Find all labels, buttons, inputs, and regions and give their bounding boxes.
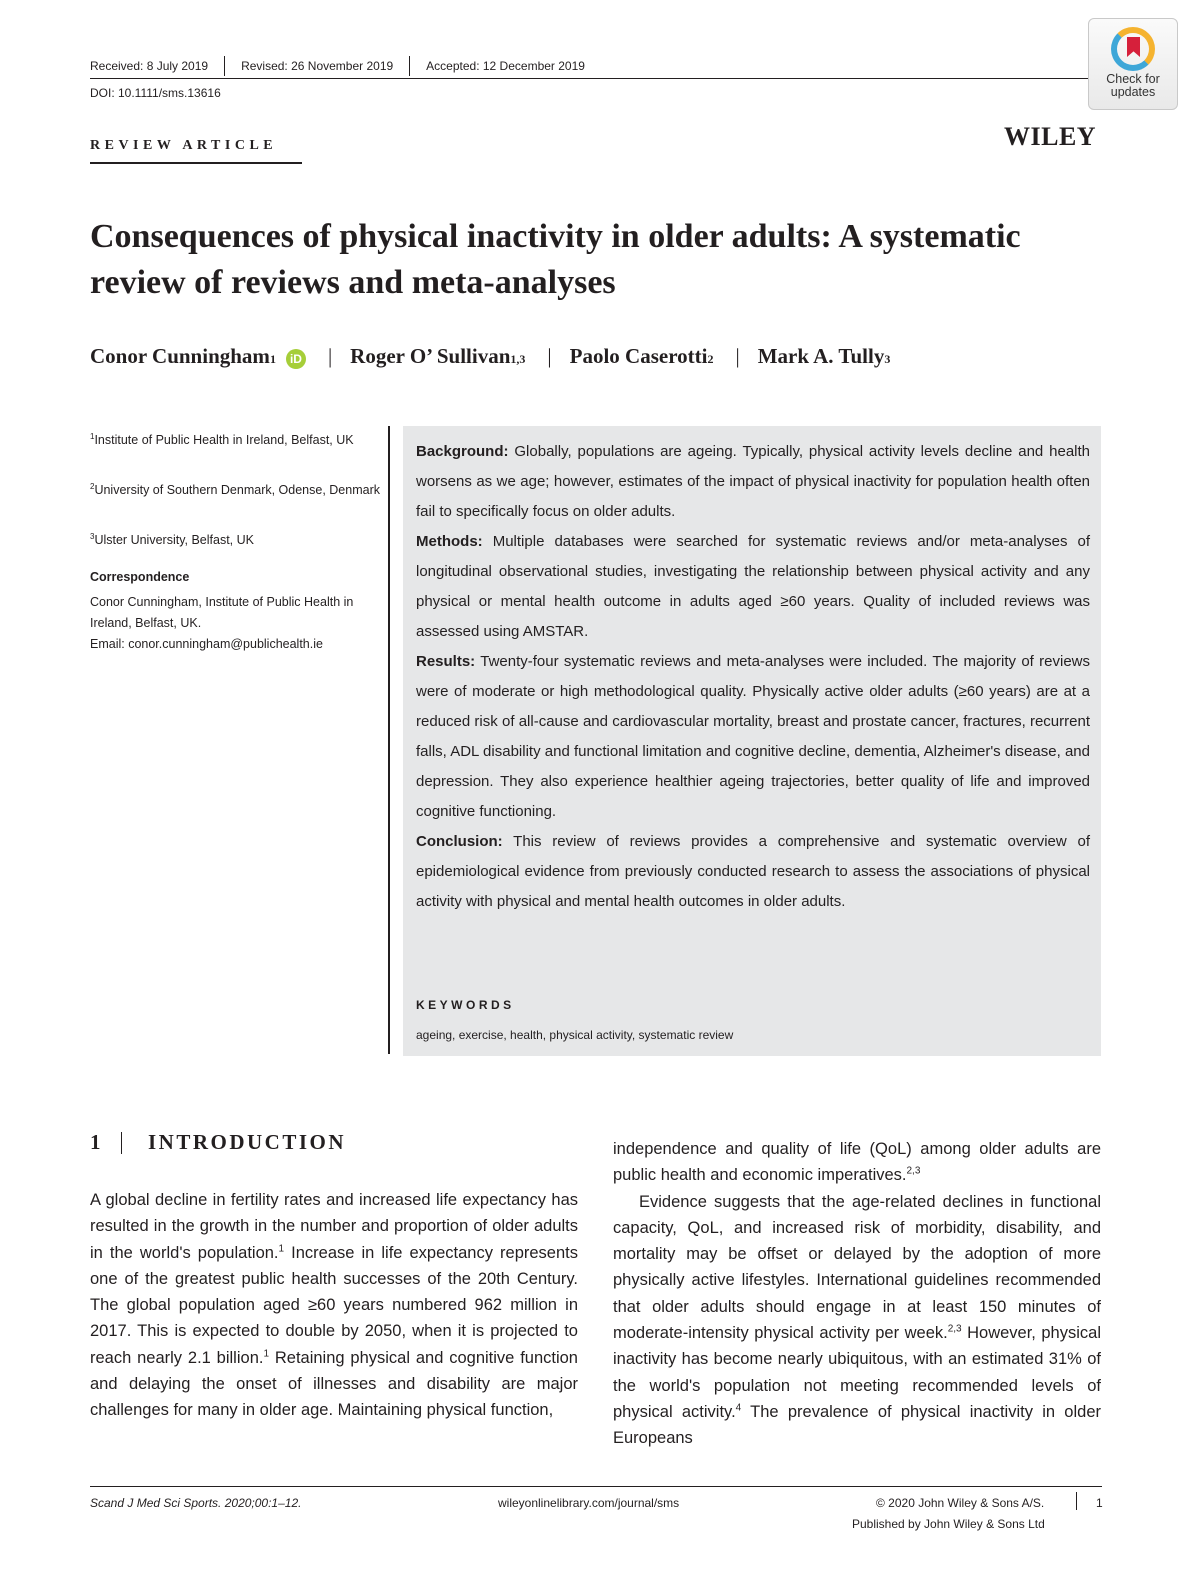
abstract-conclusion: Conclusion: This review of reviews provides a comprehensive and systematic overview of epidemiological evidence from previously conducted research to assess the associations of physical activity with physical and mental health outcomes in older adults.: [416, 833, 1090, 910]
citation-ref[interactable]: 4: [735, 1402, 742, 1414]
received-date: Received: 8 July 2019: [90, 59, 209, 73]
abstract-text: [416, 437, 1090, 917]
check-updates-label-2: updates: [1110, 85, 1156, 99]
orcid-icon[interactable]: iD: [286, 349, 306, 369]
intro-paragraph: Evidence suggests that the age-related declines in functional capacity, QoL, and increased risk of morbidity, disability, and mortality may be offset or delayed by the adoption of more physically active lifestyles. International guidelines recommended that older adults should engage in at least 150 minutes of moderate-intensity physical activity per week.$^{2,3}$ However, physical inactivity has become nearly ubiquitous, with an estimated 31% of the world's population not meeting recommended levels of physical activity.$^4$ The prevalence of physical inactivity in older Europeans: [613, 1192, 1101, 1448]
doi: DOI: 10.1111/sms.13616: [90, 86, 221, 100]
author-list: [90, 344, 890, 369]
correspondence-heading: Correspondence: [90, 570, 190, 584]
author-affiliation-marker: 3: [884, 352, 891, 366]
intro-paragraph: A global decline in fertility rates and increased life expectancy has resulted in the growth in the number and proportion of older adults in the world's population.$^1$ Increase in life expectancy represents one of the greatest public health successes of the 20th Century. The global population aged ≥60 years numbered 962 million in 2017. This is expected to double by 2050, when it is projected to reach nearly 2.1 billion.$^1$ Retaining physical and cognitive function and delaying the onset of illnesses and disability are major challenges for many in older age. Maintaining physical function,: [90, 1191, 578, 1420]
author-name[interactable]: Mark A. Tully: [757, 344, 885, 368]
copyright: © 2020 John Wiley & Sons A/S.: [876, 1496, 1045, 1510]
section-title: INTRODUCTION: [148, 1130, 347, 1154]
check-for-updates-button[interactable]: [1088, 18, 1178, 110]
citation-ref[interactable]: 2,3: [947, 1323, 962, 1335]
footer-separator: [1076, 1492, 1077, 1510]
article-type: REVIEW ARTICLE: [90, 138, 278, 153]
correspondence-details: [90, 592, 380, 655]
abstract-methods: Methods: Multiple databases were searched for systematic reviews and/or meta-analyses of longitudinal observational studies, investigating the relationship between physical activity and any physical or mental health outcome in adults aged ≥60 years. Quality of included reviews was assessed using AMSTAR.: [416, 533, 1090, 640]
abstract-results: Results: Twenty-four systematic reviews and meta-analyses were included. The majority of reviews were of moderate or high methodological quality. Physically active older adults (≥60 years) are at a reduced risk of all-cause and cardiovascular mortality, breast and prostate cancer, fractures, recurrent falls, ADL disability and functional limitation and cognitive decline, dementia, Alzheimer's disease, and depression. They also experience healthier ageing trajectories, better quality of life and improved cognitive functioning.: [416, 653, 1090, 820]
journal-citation: Scand J Med Sci Sports. 2020;00:1–12.: [90, 1496, 302, 1510]
author-separator: |: [735, 344, 740, 368]
article-type-underline: [90, 162, 302, 164]
citation-ref[interactable]: 2,3: [906, 1165, 921, 1177]
revised-date: Revised: 26 November 2019: [241, 59, 394, 73]
intro-column-right: [613, 1136, 1101, 1452]
author-affiliation-marker: 2: [707, 352, 714, 366]
section-heading: [90, 1130, 346, 1155]
date-separator: [409, 56, 410, 76]
date-separator: [224, 56, 225, 76]
affiliation: $^2$University of Southern Denmark, Odense, Denmark: [90, 482, 380, 498]
footer-divider: [90, 1486, 1102, 1487]
citation-ref[interactable]: 1: [278, 1243, 285, 1255]
check-updates-label-1: Check for: [1106, 72, 1160, 86]
author-name[interactable]: Paolo Caserotti: [569, 344, 708, 368]
journal-url[interactable]: wileyonlinelibrary.com/journal/sms: [498, 1496, 680, 1510]
author-affiliation-marker: 1: [269, 352, 276, 366]
publisher-line: Published by John Wiley & Sons Ltd: [852, 1517, 1045, 1531]
header-divider: [90, 78, 1102, 79]
article-dates: [90, 57, 585, 75]
author-separator: |: [327, 344, 333, 368]
crossmark-icon: [1111, 27, 1155, 71]
affiliation: $^3$Ulster University, Belfast, UK: [90, 532, 254, 548]
abstract-rule: [388, 426, 390, 1054]
author-name[interactable]: Conor Cunningham: [90, 344, 270, 368]
intro-column-left: [90, 1187, 578, 1424]
correspondence-address: Conor Cunningham, Institute of Public Health in Ireland, Belfast, UK.: [90, 595, 354, 630]
correspondence-email[interactable]: Email: conor.cunningham@publichealth.ie: [90, 637, 323, 651]
author-separator: |: [547, 344, 552, 368]
page-number: 1: [1096, 1496, 1103, 1510]
citation-ref[interactable]: 1: [263, 1348, 270, 1360]
section-number: 1: [90, 1130, 103, 1154]
affiliation: $^1$Institute of Public Health in Ireland, Belfast, UK: [90, 432, 354, 448]
intro-paragraph: independence and quality of life (QoL) among older adults are public health and economic imperatives.$^{2,3}$: [613, 1140, 1101, 1185]
abstract-background: Background: Globally, populations are ageing. Typically, physical activity levels decline and health worsens as we age; however, estimates of the impact of physical inactivity for population health often fail to specifically focus on older adults.: [416, 443, 1091, 520]
paper-title: Consequences of physical inactivity in older adults: A systematic review of reviews and meta-analyses: [90, 218, 1021, 301]
section-heading-separator: [121, 1132, 122, 1154]
keywords-heading: KEYWORDS: [416, 998, 515, 1012]
accepted-date: Accepted: 12 December 2019: [426, 59, 585, 73]
publisher-logo: WILEY: [1004, 122, 1097, 151]
keywords: ageing, exercise, health, physical activity, systematic review: [416, 1028, 734, 1042]
author-affiliation-marker: 1,3: [510, 352, 526, 366]
author-name[interactable]: Roger O’ Sullivan: [350, 344, 511, 368]
